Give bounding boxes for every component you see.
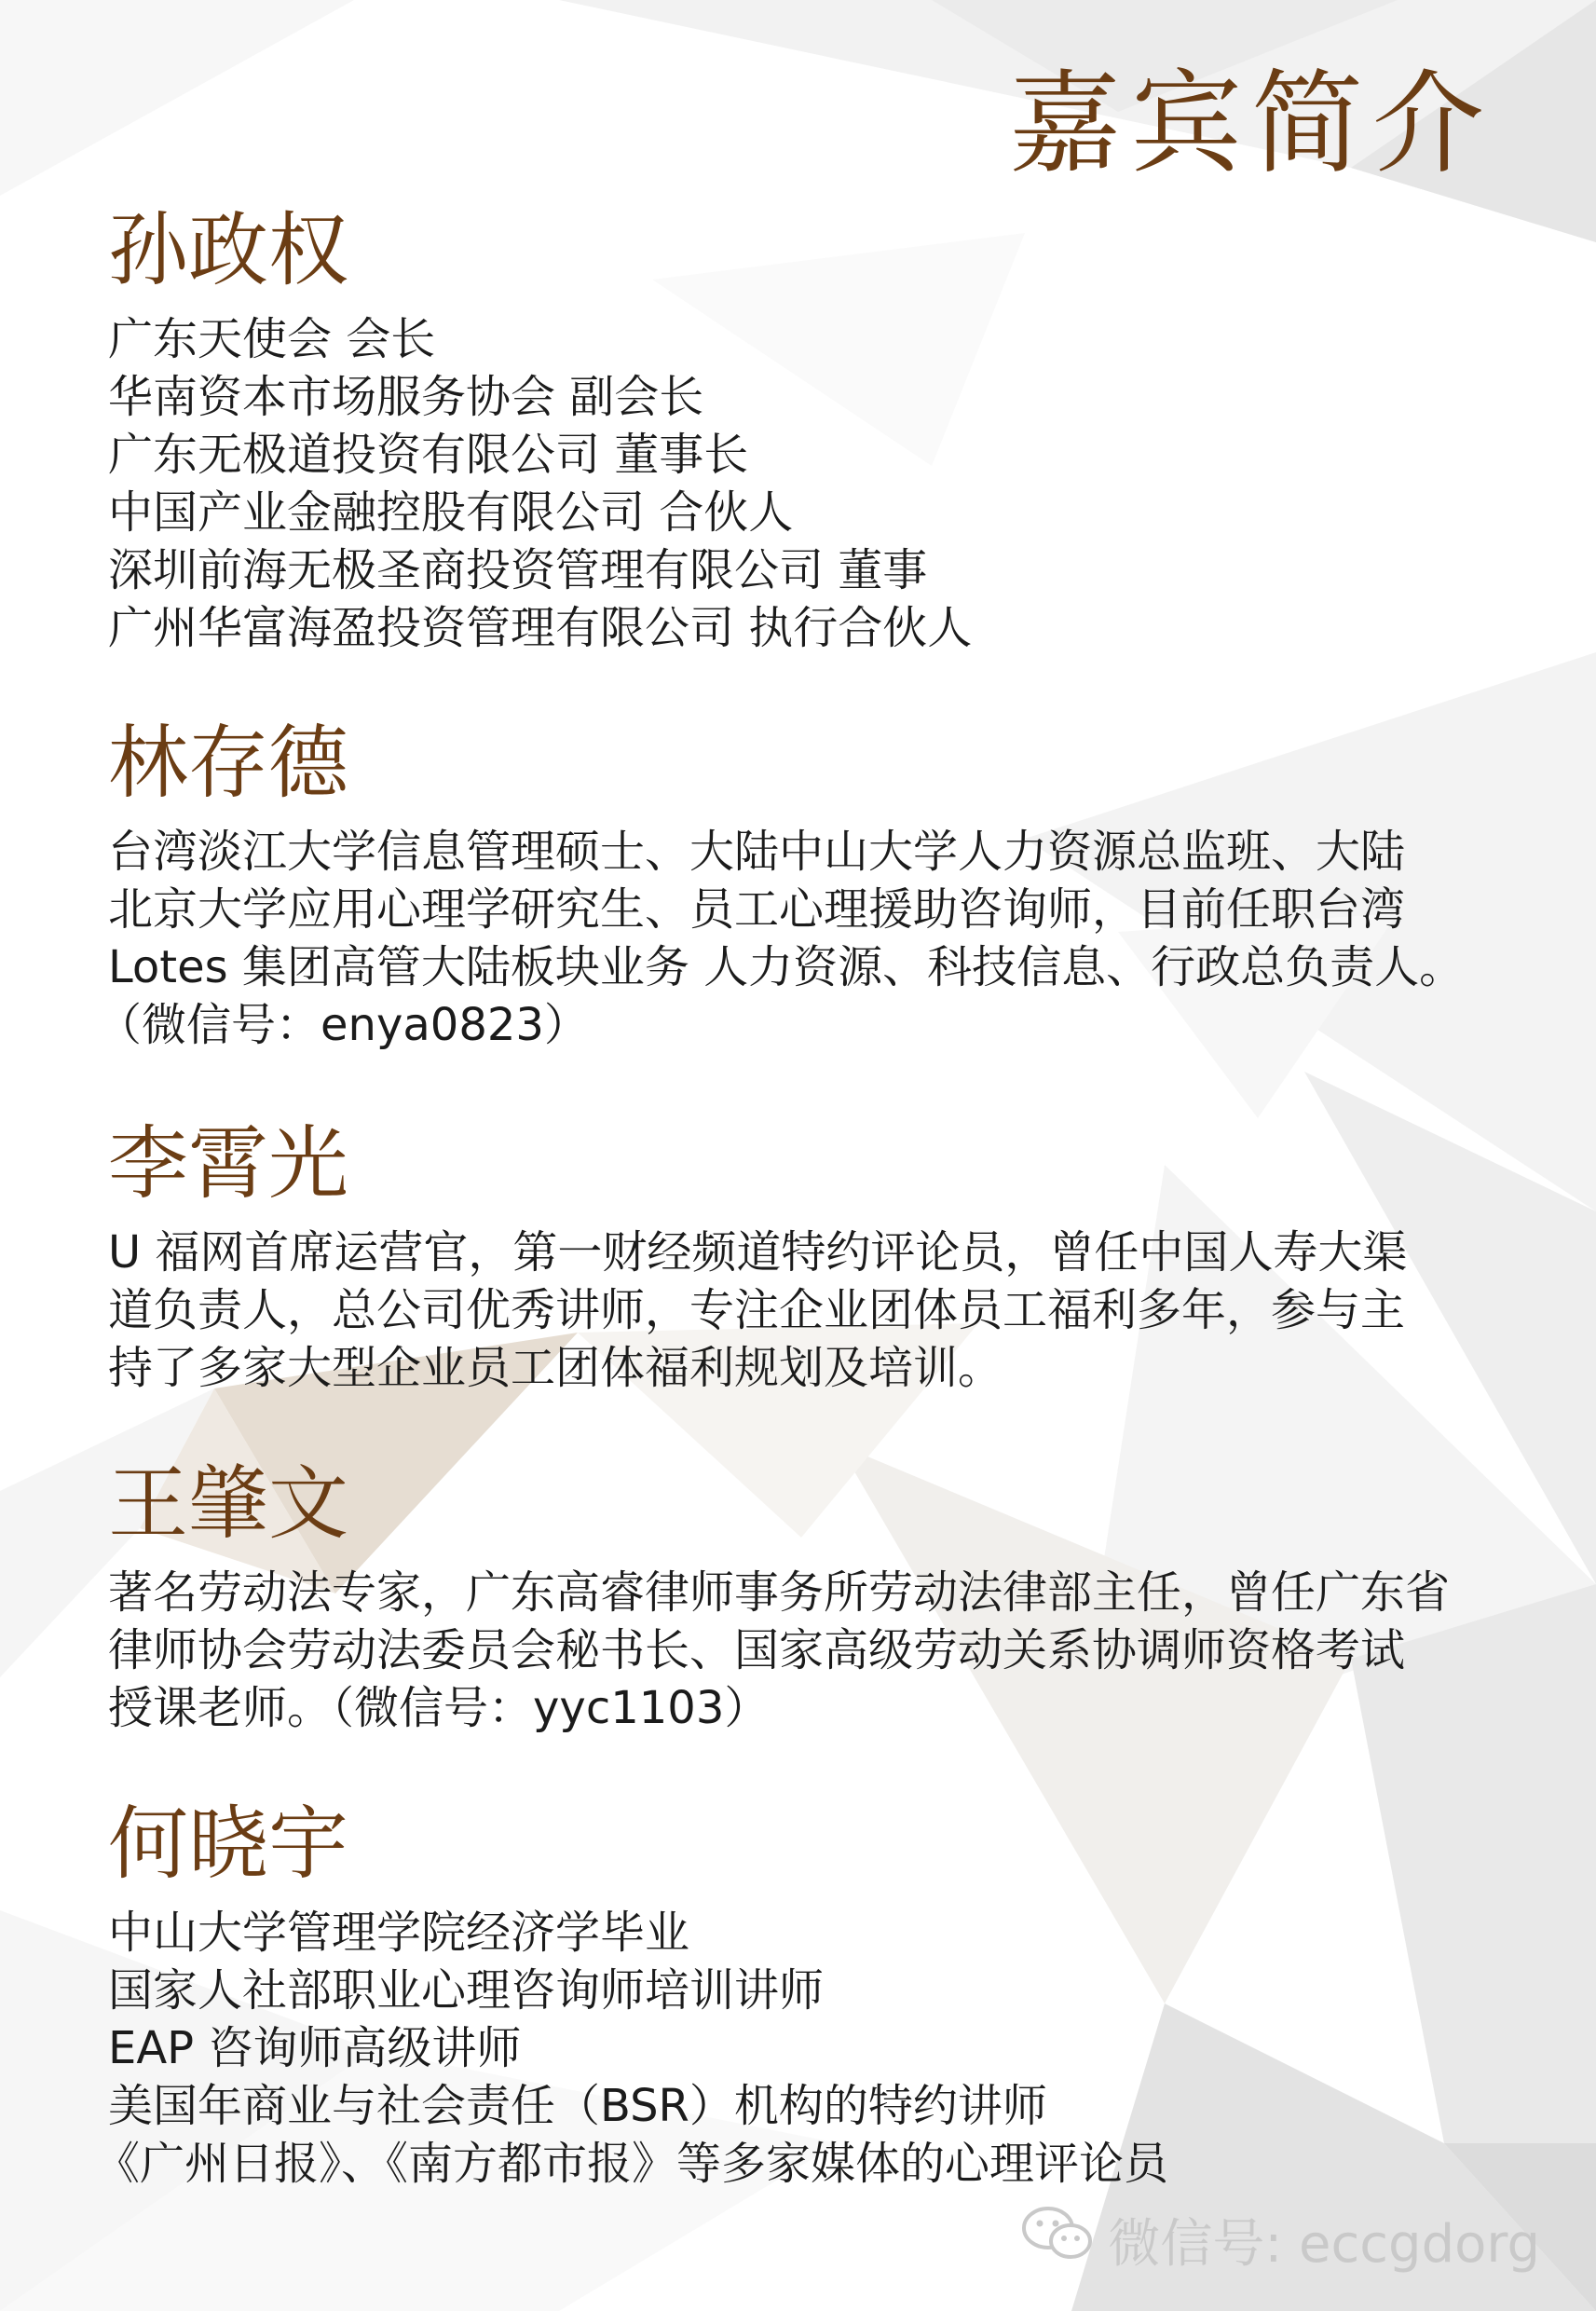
guest-title-line: EAP 咨询师高级讲师 <box>108 2021 522 2074</box>
guest-name: 林存德 <box>108 717 348 810</box>
guest-title-line: 广东无极道投资有限公司 董事长 <box>108 428 749 481</box>
guest-title-line: 国家人社部职业心理咨询师培训讲师 <box>108 1963 825 2017</box>
guest-title-line: 中国产业金融控股有限公司 合伙人 <box>108 485 794 539</box>
guest-title-line: 中山大学管理学院经济学毕业 <box>108 1906 690 1959</box>
guest-bio-line: 道负责人，总公司优秀讲师，专注企业团体员工福利多年，参与主 <box>108 1283 1406 1336</box>
guest-name: 李霄光 <box>108 1117 348 1210</box>
guest-title-line: 广东天使会 会长 <box>108 312 436 365</box>
guest-bio-line: U 福网首席运营官，第一财经频道特约评论员，曾任中国人寿大渠 <box>108 1225 1408 1279</box>
guest-bio-line: 持了多家大型企业员工团体福利规划及培训。 <box>108 1341 1003 1394</box>
guest-bio-line: 著名劳动法专家，广东高睿律师事务所劳动法律部主任，曾任广东省 <box>108 1566 1451 1619</box>
guest-title-line: 美国年商业与社会责任（BSR）机构的特约讲师 <box>108 2079 1047 2132</box>
guest-bio-line: 律师协会劳动法委员会秘书长、国家高级劳动关系协调师资格考试 <box>108 1623 1406 1676</box>
guest-lin-cunde <box>97 717 1496 1054</box>
guest-bio-line: Lotes 集团高管大陆板块业务 人力资源、科技信息、行政总负责人。 <box>108 940 1465 993</box>
guest-bio-line: 北京大学应用心理学研究生、员工心理援助咨询师，目前任职台湾 <box>108 882 1406 936</box>
guest-title-line: 深圳前海无极圣商投资管理有限公司 董事 <box>108 543 928 596</box>
guest-title-line: 广州华富海盈投资管理有限公司 执行合伙人 <box>108 601 973 654</box>
guest-title-line: 华南资本市场服务协会 副会长 <box>108 370 704 423</box>
guest-title-line: 《广州日报》、《南方都市报》等多家媒体的心理评论员 <box>95 2137 1169 2190</box>
guest-bio-line: 台湾淡江大学信息管理硕士、大陆中山大学人力资源总监班、大陆 <box>108 825 1406 878</box>
guest-bio-line: （微信号：enya0823） <box>97 998 589 1051</box>
wechat-watermark <box>1020 2203 1540 2277</box>
guest-bio-line: 授课老师。（微信号：yyc1103） <box>108 1681 770 1734</box>
guest-name: 王肇文 <box>108 1457 348 1551</box>
guest-name: 何晓宇 <box>108 1798 348 1891</box>
page-title: 嘉宾简介 <box>1009 60 1494 189</box>
wechat-icon <box>1020 2204 1095 2277</box>
wechat-id-text: 微信号: eccgdorg <box>1108 2214 1540 2275</box>
guest-he-xiaoyu <box>95 1798 1496 2193</box>
guest-name: 孙政权 <box>108 204 348 297</box>
guest-wang-zhaowen <box>108 1458 1496 1737</box>
guest-sun-zhengquan <box>108 205 1496 657</box>
guest-li-xiaoguang <box>108 1118 1496 1397</box>
